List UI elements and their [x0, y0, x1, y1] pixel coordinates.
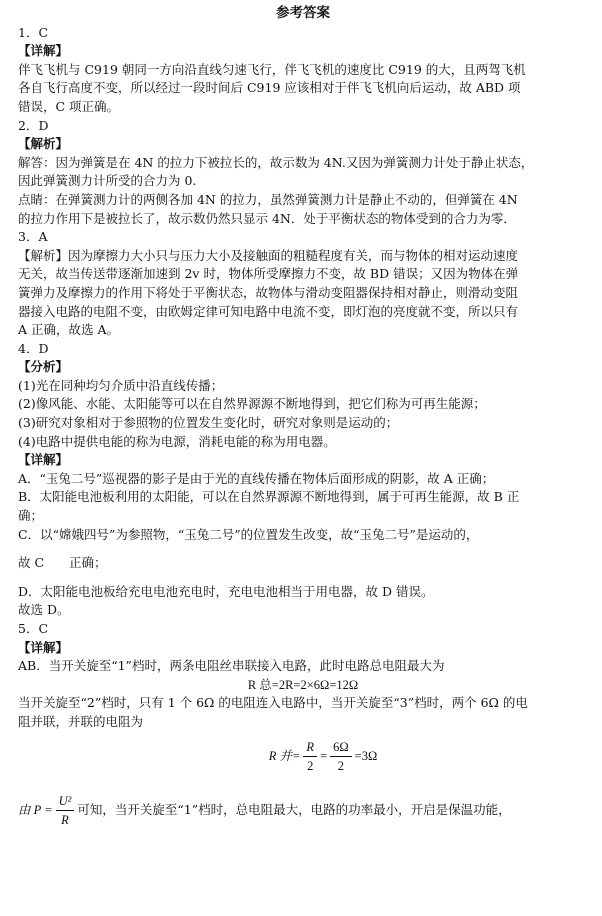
fraction-numerator: 6Ω: [330, 738, 352, 757]
fraction: [303, 738, 317, 775]
fraction-denominator: 2: [337, 759, 345, 774]
q2-line: 点睛：在弹簧测力计的两侧各加 4N 的拉力，虽然弹簧测力计是静止不动的，但弹簧在 4N: [18, 191, 518, 207]
q1-line: 各自飞行高度不变，所以经过一段时间后 C919 应该相对于伴飞飞机向后运动，故 ABD 项: [18, 80, 521, 96]
power-line-text: 可知，当开关旋至“1”档时，总电阻最大，电路的功率最小，开启是保温功能，: [77, 801, 511, 817]
q4-detail: C．以“嫦娥四号”为参照物，“玉兔二号”的位置发生改变，故“玉兔二号”是运动的，: [18, 526, 479, 542]
fraction: [56, 792, 75, 829]
q5-line: 阻并联，并联的电阻为: [18, 713, 144, 729]
q4-head: 4．D: [18, 340, 49, 356]
q3-line: 器接入电路的电阻不变，由欧姆定律可知电路中电流不变，即灯泡的亮度就不变，所以只有: [18, 303, 519, 319]
q5-power-line: [18, 792, 588, 829]
q3-line: 无关，故当传送带逐渐加速到 2v 时，物体所受摩擦力不变，故 BD 错误；又因为物体在弹: [18, 266, 519, 282]
q1-line: 错误，C 项正确。: [18, 98, 120, 114]
q4-detail: B．太阳能电池板利用的太阳能，可以在自然界源源不断地得到，属于可再生能源，故 B 正: [18, 489, 520, 505]
q4-analysis: (4)电路中提供电能的称为电源，消耗电能的称为用电器。: [18, 433, 336, 449]
q5-equation-parallel: [58, 732, 588, 782]
power-formula-lhs: 由 P =: [18, 802, 53, 817]
q3-line: 簧弹力及摩擦力的作用下将处于平衡状态，故物体与滑动变阻器保持相对静止，则滑动变阻: [18, 284, 519, 300]
q2-line: 解答：因为弹簧是在 4N 的拉力下被拉长的，故示数为 4N.又因为弹簧测力计处于静止状态，: [18, 154, 534, 170]
fraction-numerator: U²: [56, 792, 75, 811]
q2-line: 因此弹簧测力计所受的合力为 0.: [18, 173, 197, 189]
q4-c-tail: 故 C 正确；: [18, 555, 107, 571]
q3-head: 3．A: [18, 229, 48, 245]
q1-head: 1．C: [18, 24, 49, 40]
q4-conclusion: 故选 D。: [18, 602, 70, 618]
fraction: [330, 738, 352, 775]
fraction-denominator: 2: [307, 759, 314, 774]
q4-tag: 【分析】: [18, 359, 69, 375]
q5-ab-line: AB．当开关旋至“1”档时，两条电阻丝串联接入电路，此时电路总电阻最大为: [18, 658, 445, 674]
eq-rhs: =3Ω: [354, 749, 378, 764]
q5-line: 当开关旋至“2”档时，只有 1 个 6Ω 的电阻连入电路中，当开关旋至“3”档时，两个 6Ω 的电: [18, 695, 528, 711]
q4-tag2: 【详解】: [18, 452, 69, 468]
q2-head: 2．D: [18, 117, 49, 133]
fraction-numerator: R: [303, 738, 317, 757]
q4-analysis: (1)光在同种均匀介质中沿直线传播；: [18, 377, 224, 393]
q4-detail: A．“玉兔二号”巡视器的影子是由于光的直线传播在物体后面形成的阴影，故 A 正确；: [18, 470, 495, 486]
q2-line: 的拉力作用下是被拉长了，故示数仍然只显示 4N．处于平衡状态的物体受到的合力为零．: [18, 210, 516, 226]
page-title: 参考答案: [276, 5, 330, 21]
fraction-denominator: R: [61, 812, 69, 827]
q5-tag: 【详解】: [18, 639, 69, 655]
q4-analysis: (2)像风能、水能、太阳能等可以在自然界源源不断地得到，把它们称为可再生能源；: [18, 396, 486, 412]
q5-equation-series: R 总=2R=2×6Ω=12Ω: [247, 677, 359, 692]
q4-d-line: D．太阳能电池板给充电电池充电时，充电电池相当于用电器，故 D 错误。: [18, 583, 434, 599]
q5-head: 5．C: [18, 621, 49, 636]
q4-analysis: (3)研究对象相对于参照物的位置发生变化时，研究对象则是运动的；: [18, 415, 399, 431]
q1-line: 伴飞飞机与 C919 朝同一方向沿直线匀速飞行，伴飞飞机的速度比 C919 的大，且两驾飞机: [18, 61, 526, 77]
q3-line: A 正确，故选 A。: [18, 322, 120, 338]
q3-line: 【解析】因为摩擦力大小只与压力大小及接触面的粗糙程度有关，而与物体的相对运动速度: [18, 247, 519, 263]
answer-document: [18, 4, 588, 829]
eq-lhs: R 并=: [268, 749, 301, 764]
q2-tag: 【解析】: [18, 136, 69, 152]
q4-detail: 确；: [18, 508, 44, 524]
eq-sign: =: [320, 749, 328, 764]
q1-tag: 【详解】: [18, 43, 69, 59]
